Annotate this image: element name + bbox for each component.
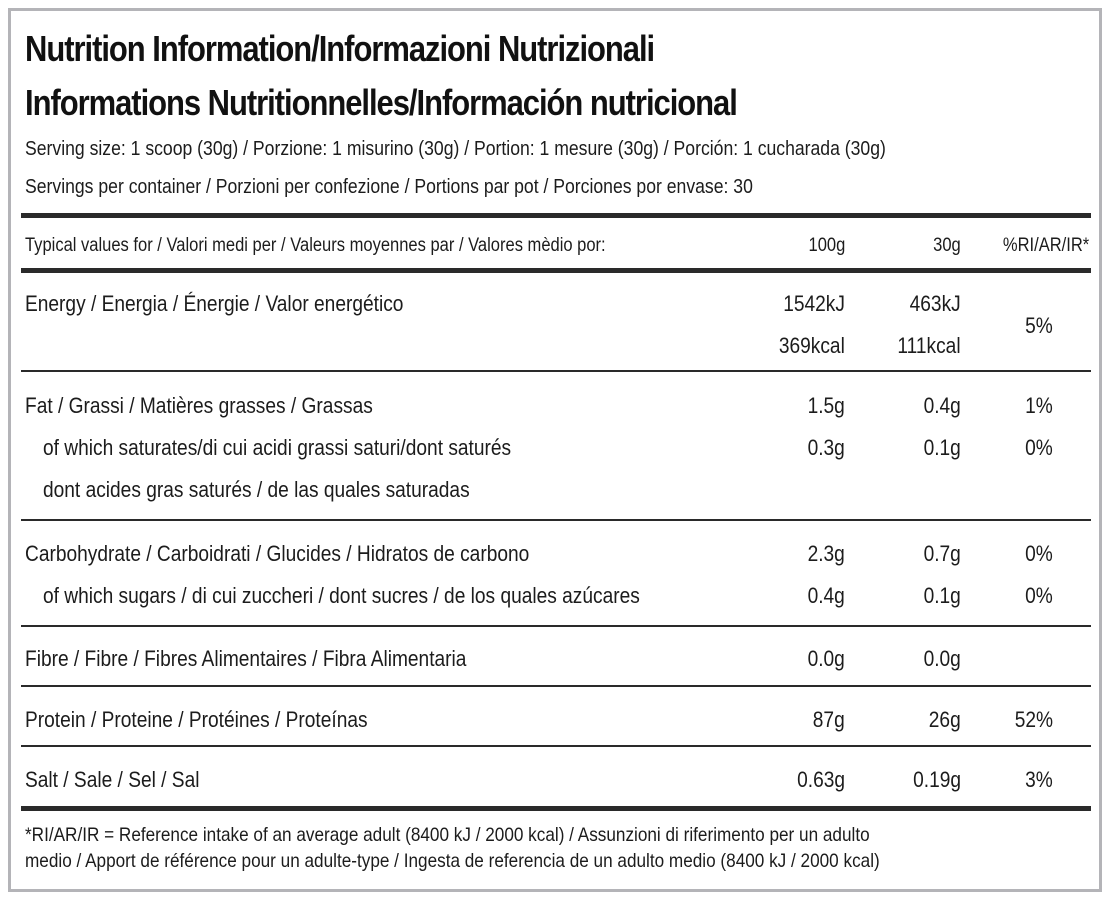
fibre-30g: 0.0g <box>923 646 961 671</box>
fat-30g: 0.4g <box>923 393 961 418</box>
energy-kj-30g: 463kJ <box>909 291 961 316</box>
title-line-2: Informations Nutritionnelles/Información nutricional <box>25 82 737 123</box>
saturates-30g: 0.1g <box>923 435 961 460</box>
salt-30g: 0.19g <box>913 767 961 792</box>
serving-size: Serving size: 1 scoop (30g) / Porzione: 1 misurino (30g) / Portion: 1 mesure (30g) / Porción: 1 cucharada (30g) <box>25 138 886 160</box>
saturates-label-continued: dont acides gras saturés / de las quales saturadas <box>43 477 470 502</box>
divider <box>21 370 1091 372</box>
divider <box>21 268 1091 273</box>
header-ri: %RI/AR/IR* <box>1002 235 1089 256</box>
title-line-1: Nutrition Information/Informazioni Nutrizionali <box>25 28 655 69</box>
sugars-ri: 0% <box>1025 583 1053 608</box>
salt-label: Salt / Sale / Sel / Sal <box>25 767 200 792</box>
header-30g: 30g <box>933 235 961 256</box>
divider <box>21 213 1091 218</box>
protein-100g: 87g <box>813 707 845 732</box>
divider <box>21 806 1091 811</box>
fat-ri: 1% <box>1025 393 1053 418</box>
header-label: Typical values for / Valori medi per / Valeurs moyennes par / Valores mèdio por: <box>25 235 606 256</box>
salt-ri: 3% <box>1025 767 1053 792</box>
divider <box>21 745 1091 747</box>
protein-ri: 52% <box>1014 707 1053 732</box>
energy-kj-100g: 1542kJ <box>783 291 845 316</box>
protein-label: Protein / Proteine / Protéines / Proteínas <box>25 707 368 732</box>
energy-kcal-100g: 369kcal <box>779 333 845 358</box>
divider <box>21 685 1091 687</box>
fat-100g: 1.5g <box>807 393 845 418</box>
sugars-label: of which sugars / di cui zuccheri / dont sucres / de los quales azúcares <box>43 583 640 608</box>
carbohydrate-30g: 0.7g <box>923 541 961 566</box>
footnote-line-1: *RI/AR/IR = Reference intake of an average adult (8400 kJ / 2000 kcal) / Assunzioni di riferimento per un adulto <box>25 824 870 846</box>
saturates-100g: 0.3g <box>807 435 845 460</box>
fibre-label: Fibre / Fibre / Fibres Alimentaires / Fibra Alimentaria <box>25 646 467 671</box>
sugars-30g: 0.1g <box>923 583 961 608</box>
fat-label: Fat / Grassi / Matières grasses / Grassas <box>25 393 373 418</box>
energy-ri: 5% <box>1025 313 1053 338</box>
carbohydrate-100g: 2.3g <box>807 541 845 566</box>
carbohydrate-ri: 0% <box>1025 541 1053 566</box>
nutrition-panel <box>8 8 1102 892</box>
fibre-100g: 0.0g <box>807 646 845 671</box>
footnote-line-2: medio / Apport de référence pour un adulte-type / Ingesta de referencia de un adulto medio (8400 kJ / 2000 kcal) <box>25 850 880 872</box>
divider <box>21 625 1091 627</box>
saturates-ri: 0% <box>1025 435 1053 460</box>
nutrition-table <box>21 11 1091 889</box>
salt-100g: 0.63g <box>797 767 845 792</box>
saturates-label: of which saturates/di cui acidi grassi saturi/dont saturés <box>43 435 512 460</box>
energy-label: Energy / Energia / Énergie / Valor energético <box>25 291 404 316</box>
energy-kcal-30g: 111kcal <box>897 333 961 358</box>
servings-per-container: Servings per container / Porzioni per confezione / Portions par pot / Porciones por envase: 30 <box>25 176 753 198</box>
sugars-100g: 0.4g <box>807 583 845 608</box>
protein-30g: 26g <box>929 707 961 732</box>
divider <box>21 519 1091 521</box>
carbohydrate-label: Carbohydrate / Carboidrati / Glucides / Hidratos de carbono <box>25 541 530 566</box>
header-100g: 100g <box>808 235 845 256</box>
